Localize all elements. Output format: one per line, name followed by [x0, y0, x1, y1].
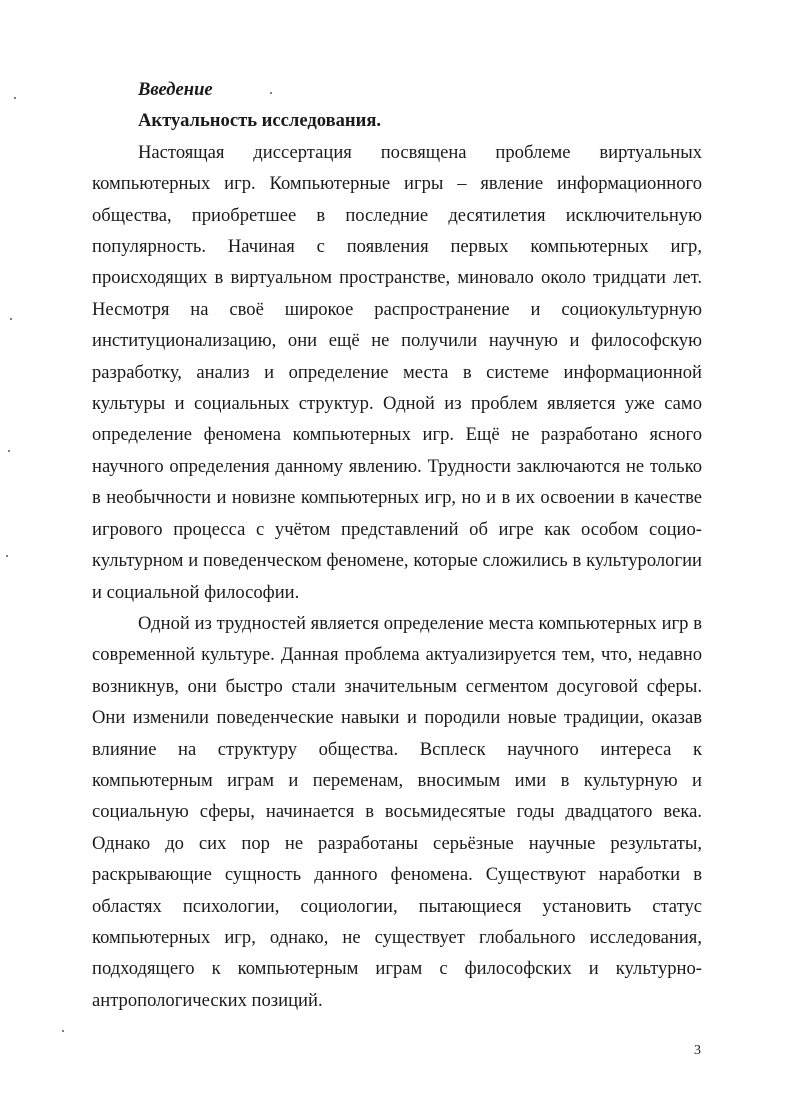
scan-speck — [6, 555, 8, 557]
page-number: 3 — [694, 1043, 701, 1058]
scan-speck — [270, 92, 272, 94]
scan-speck — [8, 450, 10, 452]
section-subheading: Актуальность исследования. — [138, 110, 382, 132]
page-content — [92, 74, 702, 1016]
scan-speck — [14, 97, 16, 99]
paragraph-2: Одной из трудностей является определение места компьютерных игр в современной культуре. Данная проблема актуализируется тем, что, недавно возникнув, они быстро стали значительным сегментом досуговой сферы. Они изменили поведенческие навыки и породили новые традиции, оказав влияние на структуру общества. Всплеск научного интереса к компьютерным играм и переменам, вносимым ими в культурную и социальную сферы, начинается в восьмидесятые годы двадцатого века. Однако до сих пор не разработаны серьёзные научные результаты, раскрывающие сущность данного феномена. Существуют наработки в областях психологии, социологии, пытающиеся установить статус компьютерных игр, однако, не существует глобального исследования, подходящего к компьютерным играм с философских и культурно-антропологических позиций. — [92, 612, 702, 1011]
paragraph-1: Настоящая диссертация посвящена проблеме виртуальных компьютерных игр. Компьютерные игры – явление информационного общества, приобретшее в последние десятилетия исключительную популярность. Начиная с появления первых компьютерных игр, происходящих в виртуальном пространстве, миновало около тридцати лет. Несмотря на своё широкое распространение и социокультурную институционализацию, они ещё не получили научную и философскую разработку, анализ и определение места в системе информационной культуры и социальных структур. Одной из проблем является уже само определение феномена компьютерных игр. Ещё не разработано ясного научного определения данному явлению. Трудности заключаются не только в необычности и новизне компьютерных игр, но и в их освоении в качестве игрового процесса с учётом представлений об игре как особом социо-культурном и поведенческом феномене, которые сложились в культурологии и социальной философии. — [92, 141, 702, 603]
scan-speck — [62, 1030, 64, 1032]
scan-speck — [10, 318, 12, 320]
section-heading: Введение — [138, 79, 213, 100]
